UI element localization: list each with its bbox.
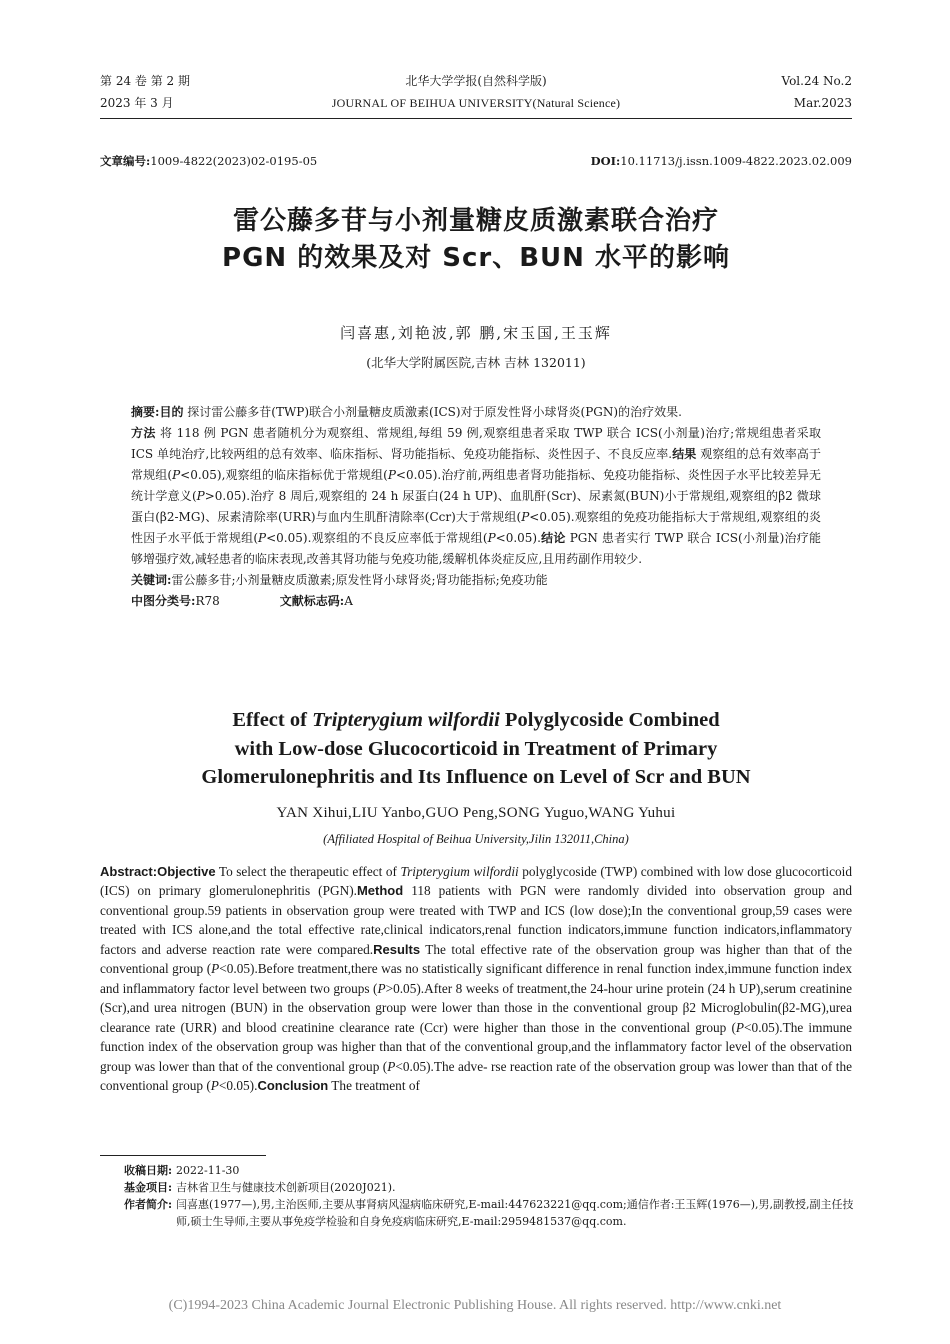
author-bio-label: 作者简介: [124,1198,173,1211]
authors-en: YAN Xihui,LIU Yanbo,GUO Peng,SONG Yuguo,WANG Yuhui [276,805,676,821]
title-en-species: Tripterygium wilfordii [312,709,500,731]
result-cn-text: 观察组的总有效率高于常规组( [131,447,821,482]
title-cn [100,203,852,277]
doi-label: DOI: [590,154,621,168]
results-en-text: The total effective rate of the observation group was higher than that of the conventional group ( [100,941,852,977]
article-number [100,152,317,170]
received-value: 2022-11-30 [176,1164,240,1177]
keywords-cn-value: 雷公藤多苷;小剂量糖皮质激素;原发性肾小球肾炎;肾功能指标;免疫功能 [171,573,548,587]
p-symbol: P [172,468,181,482]
affiliation-cn: (北华大学附属医院,吉林 吉林 132011) [366,355,586,370]
footnote-author [124,1196,854,1230]
title-en-line3: Glomerulonephritis and Its Influence on Level of Scr and BUN [201,766,751,788]
keywords-cn-label: 关键词: [131,573,172,587]
date-cn: 2023 年 3 月 [100,96,174,110]
results-en-label: Results [373,941,421,957]
header-center [100,70,852,114]
article-info [100,152,852,170]
objective-en-label: Objective [157,864,216,879]
date-en: Mar.2023 [793,96,852,110]
result-cn-text: <0.05).治疗前,两组患者肾功能指标、免疫功能指标、炎性因子水平比较差异无统计学意义( [131,468,821,503]
copyright-notice: (C)1994-2023 China Academic Journal Electronic Publishing House. All rights reserved. http://www.cnki.net [168,1298,782,1313]
p-symbol: P [521,510,530,524]
title-cn-line2: PGN 的效果及对 Scr、BUN 水平的影响 [222,243,730,273]
p-symbol: P [387,468,396,482]
doi [591,152,852,170]
result-cn-text: <0.05).观察组的不良反应率低于常规组( [266,531,488,545]
footnote-received [124,1162,854,1179]
article-number-label: 文章编号: [100,154,151,168]
conclusion-en-text: The treatment of [328,1077,420,1093]
abstract-en [100,862,852,1095]
footnote-fund [124,1179,854,1196]
volume-issue-cn: 第 24 卷 第 2 期 [100,74,190,88]
article-number-value: 1009-4822(2023)02-0195-05 [150,154,318,168]
received-label: 收稿日期: [124,1164,173,1177]
result-cn-text: <0.05),观察组的临床指标优于常规组( [180,468,388,482]
results-en-text: <0.05).The adve- rse reaction rate of the observation group was lower than that of the conventional group ( [100,1058,852,1093]
method-en-text: 118 patients with PGN were randomly divided into observation group and conventional group.59 patients in observation group were treated with TWP and ICS (low dose);In the conventional group,59 cases were treated with ICS alone,and the total effective rate,clinical indicators,renal function indicators,immune function indicators,inflammatory factors and adverse reaction rate were compared. [100,883,852,957]
abstract-en-label: Abstract: [100,864,158,879]
title-en-line1-pre: Effect of [232,709,313,731]
journal-name-en: JOURNAL OF BEIHUA UNIVERSITY(Natural Science) [331,96,621,110]
doi-value: 10.11713/j.issn.1009-4822.2023.02.009 [620,154,852,168]
clc-value: R78 [195,594,220,608]
doc-code-label: 文献标志码: [279,594,345,608]
footnote-rule [100,1155,266,1156]
results-en-text: >0.05).After 8 weeks of treatment,the 24-hour urine protein (24 h UP),serum creatinine (Scr),and urea nitrogen (BUN) in the observation group were lower than those in the conventional group β2 Microglobulin(β2-MG),urea clearance rate (URR) and blood creatinine clearance rate (Ccr) were higher than those in the conventional group ( [100,980,852,1035]
fund-value: 吉林省卫生与健康技术创新项目(2020J021). [176,1181,396,1194]
method-cn-text: 将 118 例 PGN 患者随机分为观察组、常规组,每组 59 例,观察组患者采取 TWP 联合 ICS(小剂量)治疗;常规组患者采取 ICS 单纯治疗,比较两组的总有效率、临床指标、肾功能指标、免疫功能指标、炎性因子、不良反应率. [131,426,821,461]
method-en-label: Method [356,883,404,899]
abstract-cn-body [131,402,821,570]
objective-cn-text: 探讨雷公藤多苷(TWP)联合小剂量糖皮质激素(ICS)对于原发性肾小球肾炎(PGN)的治疗效果. [183,405,682,419]
abstract-cn [131,402,821,612]
p-symbol: P [210,1077,219,1093]
classification-row [131,591,821,612]
results-en-text: <0.05). [218,1077,258,1093]
p-symbol: P [196,489,205,503]
title-en-line1-post: Polyglycoside Combined [499,709,720,731]
objective-en-text: To select the therapeutic effect of [215,864,401,879]
p-symbol: P [258,531,267,545]
fund-label: 基金项目: [124,1181,173,1194]
header-rule [100,118,852,119]
result-cn-label: 结果 [672,447,697,461]
title-en-line2: with Low-dose Glucocorticoid in Treatment of Primary [234,737,718,760]
p-symbol: P [377,980,386,996]
result-cn-text: <0.05).观察组的免疫功能指标大于常规组,观察组的炎性因子水平低于常规组( [131,510,821,545]
objective-en-species: Tripterygium wilfordii [400,864,519,879]
affiliation-en: (Affiliated Hospital of Beihua University,Jilin 132011,China) [323,832,629,846]
header-right [782,70,853,114]
author-bio-value: 闫喜惠(1977—),男,主治医师,主要从事肾病风湿病临床研究,E-mail:447623221@qq.com;通信作者:王玉辉(1976—),男,副教授,副主任技师,硕士生导师,主要从事免疫学检验和自身免疫病临床研究,E-mail:2959481537@qq.com. [176,1198,854,1228]
objective-cn-label: 目的 [159,405,184,419]
footnotes [124,1162,854,1230]
p-symbol: P [735,1019,745,1035]
p-symbol: P [387,1058,396,1074]
conclusion-en-label: Conclusion [257,1077,329,1093]
title-cn-line1: 雷公藤多苷与小剂量糖皮质激素联合治疗 [232,206,719,236]
keywords-cn [131,570,821,591]
p-symbol: P [211,961,220,977]
doc-code-value: A [344,594,353,608]
results-en-text: <0.05).The immune function index of the observation group was higher than that of the conventional group,and the inflammatory factor level of the observation group was lower than that of the conventional group ( [100,1019,852,1074]
volume-issue-en: Vol.24 No.2 [781,74,852,88]
journal-name-cn: 北华大学学报(自然科学版) [405,74,547,88]
abstract-cn-label: 摘要: [131,405,160,419]
title-en-line1 [100,706,852,735]
result-cn-text: <0.05). [495,531,541,545]
clc-label: 中图分类号: [131,594,196,608]
result-cn-text: >0.05).治疗 8 周后,观察组的 24 h 尿蛋白(24 h UP)、血肌酐(Scr)、尿素氮(BUN)小于常规组,观察组的β2 微球蛋白(β2-MG)、尿素清除率(URR)与血内生肌酐清除率(Ccr)大于常规组( [131,489,821,524]
authors-cn: 闫喜惠,刘艳波,郭 鹏,宋玉国,王玉辉 [340,324,612,342]
title-en [100,706,852,792]
objective-en-text: polyglycoside (TWP) combined with low dose glucocorticoid (ICS) on primary glomerulonephritis (PGN). [100,864,852,899]
running-header [100,70,852,114]
p-symbol: P [487,531,496,545]
conclusion-cn-label: 结论 [540,531,566,545]
conclusion-cn-text: PGN 患者实行 TWP 联合 ICS(小剂量)治疗能够增强疗效,减轻患者的临床表现,改善其肾功能与免疫功能,缓解机体炎症反应,且用药副作用较少. [131,531,821,566]
method-cn-label: 方法 [131,426,156,440]
results-en-text: <0.05).Before treatment,there was no statistically significant difference in renal function index,immune function index and inflammatory factor level between two groups ( [100,961,853,996]
